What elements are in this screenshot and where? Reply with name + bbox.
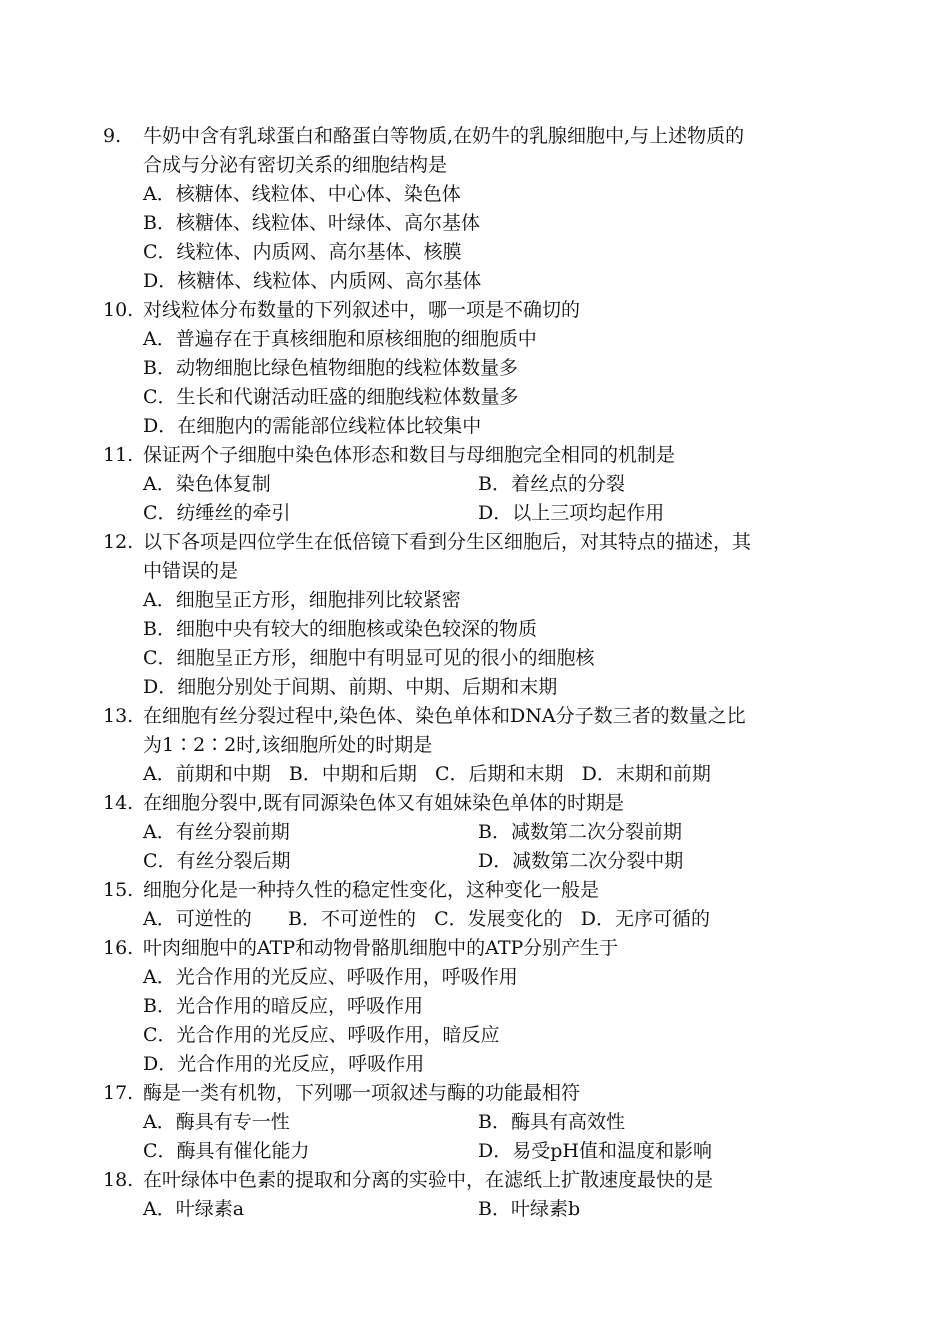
- option-d: D．细胞分别处于间期、前期、中期、后期和末期: [143, 676, 558, 698]
- question-number: 13.: [103, 705, 134, 727]
- option-d: D．光合作用的光反应，呼吸作用: [143, 1053, 425, 1075]
- option-b: B．着丝点的分裂: [478, 473, 625, 495]
- question-list: [103, 122, 853, 1224]
- option-b: B．叶绿素b: [478, 1198, 581, 1220]
- question-stem: 酶是一类有机物，下列哪一项叙述与酶的功能最相符: [143, 1082, 581, 1104]
- option-b: B．酶具有高效性: [478, 1111, 625, 1133]
- option-d: D．以上三项均起作用: [478, 502, 665, 524]
- option-a: A．酶具有专一性: [143, 1111, 290, 1133]
- question-number: 16.: [103, 937, 134, 959]
- option-c: C．纺缍丝的牵引: [143, 502, 291, 524]
- question-stem: 中错误的是: [143, 560, 239, 582]
- option-c: C．细胞呈正方形，细胞中有明显可见的很小的细胞核: [143, 647, 595, 669]
- question-stem: 合成与分泌有密切关系的细胞结构是: [143, 154, 448, 176]
- question-12: [103, 528, 853, 702]
- question-stem: 在叶绿体中色素的提取和分离的实验中，在滤纸上扩散速度最快的是: [143, 1169, 714, 1191]
- option-a: A．前期和中期: [143, 763, 271, 785]
- option-b: B．光合作用的暗反应，呼吸作用: [143, 995, 423, 1017]
- option-b: B．动物细胞比绿色植物细胞的线粒体数量多: [143, 357, 518, 379]
- question-number: 10.: [103, 299, 134, 321]
- option-d: D．核糖体、线粒体、内质网、高尔基体: [143, 270, 482, 292]
- option-d: D．减数第二次分裂中期: [478, 850, 684, 872]
- question-number: 15.: [103, 879, 134, 901]
- option-c: C．后期和末期: [434, 763, 564, 785]
- question-stem: 以下各项是四位学生在低倍镜下看到分生区细胞后，对其特点的描述，其: [143, 531, 752, 553]
- question-stem: 对线粒体分布数量的下列叙述中，哪一项是不确切的: [143, 299, 581, 321]
- question-10: [103, 296, 853, 441]
- question-stem: 保证两个子细胞中染色体形态和数目与母细胞完全相同的机制是: [143, 444, 676, 466]
- question-number: 17.: [103, 1082, 134, 1104]
- option-a: A．叶绿素a: [143, 1198, 245, 1220]
- option-a: A．细胞呈正方形，细胞排列比较紧密: [143, 589, 461, 611]
- question-stem: 在细胞有丝分裂过程中,染色体、染色单体和DNA分子数三者的数量之比: [143, 705, 746, 727]
- option-a: A．核糖体、线粒体、中心体、染色体: [143, 183, 461, 205]
- option-d: D．末期和前期: [581, 763, 711, 785]
- question-number: 18.: [103, 1169, 134, 1191]
- option-a: A．普遍存在于真核细胞和原核细胞的细胞质中: [143, 328, 537, 350]
- option-d: D．在细胞内的需能部位线粒体比较集中: [143, 415, 482, 437]
- option-a: A．可逆性的: [143, 908, 252, 930]
- option-d: D．无序可循的: [580, 908, 710, 930]
- option-c: C．光合作用的光反应、呼吸作用，暗反应: [143, 1024, 500, 1046]
- question-stem: 叶肉细胞中的ATP和动物骨骼肌细胞中的ATP分别产生于: [143, 937, 619, 959]
- question-stem: 为1∶2∶2时,该细胞所处的时期是: [143, 734, 433, 756]
- option-c: C．有丝分裂后期: [143, 850, 291, 872]
- option-b: B．中期和后期: [288, 763, 417, 785]
- option-b: B．不可逆性的: [287, 908, 416, 930]
- question-15: [103, 876, 853, 934]
- question-18: [103, 1166, 853, 1224]
- question-number: 14.: [103, 792, 134, 814]
- question-17: [103, 1079, 853, 1166]
- option-c: C．发展变化的: [434, 908, 563, 930]
- option-a: A．光合作用的光反应、呼吸作用，呼吸作用: [143, 966, 518, 988]
- question-14: [103, 789, 853, 876]
- option-c: C．酶具有催化能力: [143, 1140, 310, 1162]
- question-16: [103, 934, 853, 1079]
- question-13: [103, 702, 853, 789]
- question-number: 11.: [103, 444, 134, 466]
- option-b: B．细胞中央有较大的细胞核或染色较深的物质: [143, 618, 537, 640]
- option-a: A．染色体复制: [143, 473, 271, 495]
- question-9: [103, 122, 853, 296]
- question-number: 12.: [103, 531, 134, 553]
- question-number: 9.: [103, 125, 122, 147]
- question-stem: 牛奶中含有乳球蛋白和酪蛋白等物质,在奶牛的乳腺细胞中,与上述物质的: [143, 125, 745, 147]
- option-d: D．易受pH值和温度和影响: [478, 1140, 712, 1162]
- option-c: C．线粒体、内质网、高尔基体、核膜: [143, 241, 462, 263]
- question-11: [103, 441, 853, 528]
- question-stem: 在细胞分裂中,既有同源染色体又有姐妹染色单体的时期是: [143, 792, 625, 814]
- option-b: B．核糖体、线粒体、叶绿体、高尔基体: [143, 212, 480, 234]
- option-c: C．生长和代谢活动旺盛的细胞线粒体数量多: [143, 386, 519, 408]
- option-b: B．减数第二次分裂前期: [478, 821, 682, 843]
- question-stem: 细胞分化是一种持久性的稳定性变化，这种变化一般是: [143, 879, 600, 901]
- option-a: A．有丝分裂前期: [143, 821, 290, 843]
